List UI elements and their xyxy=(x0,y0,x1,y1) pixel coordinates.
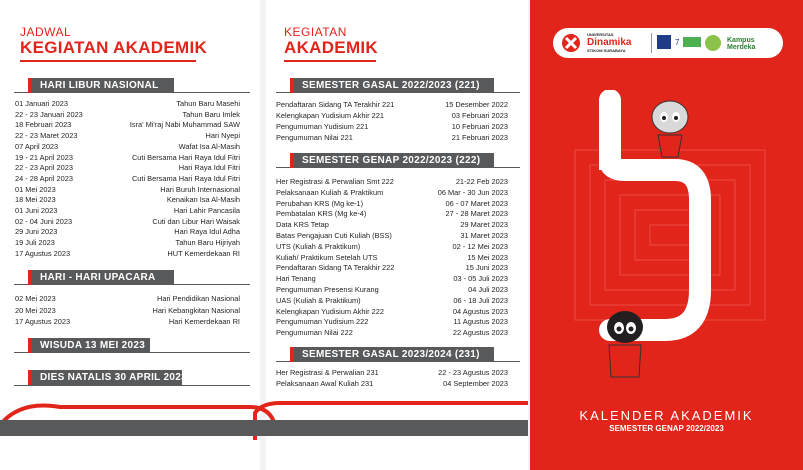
list-item-event: Hari Kemerdekaan RI xyxy=(168,317,240,326)
list-item-event: UAS (Kuliah & Praktikum) xyxy=(276,295,361,305)
list-item xyxy=(15,153,240,163)
list-item-date: 06 Mar - 30 Jun 2023 xyxy=(437,187,508,197)
list-item-date: 04 Agustus 2023 xyxy=(452,306,508,316)
list-item-date: 27 - 28 Maret 2023 xyxy=(445,209,508,219)
list-item-date: 02 - 04 Juni 2023 xyxy=(15,216,73,226)
list-item-event: UTS (Kuliah & Praktikum) xyxy=(276,241,361,251)
list-item xyxy=(15,120,240,130)
logo-univ-name: Dinamika xyxy=(587,37,632,48)
list-item xyxy=(15,238,240,248)
list-item-event: Pengumuman Presensi Kurang xyxy=(276,285,379,294)
list-item xyxy=(276,274,508,284)
list-item-date: 24 - 28 April 2023 xyxy=(15,173,73,183)
list-item-event: Hari Kebangkitan Nasional xyxy=(152,305,240,315)
accreditation-logo-icon xyxy=(657,33,703,53)
logo-univ-sub: STIKOM SURABAYA xyxy=(587,48,626,53)
list-item-date: 17 Agustus 2023 xyxy=(15,248,71,258)
list-item xyxy=(15,317,240,327)
list-item-event: HUT Kemerdekaan RI xyxy=(167,248,240,258)
list-item xyxy=(15,131,240,141)
list-item-event: Batas Pengajuan Cuti Kuliah (BSS) xyxy=(276,231,392,240)
list-item-date: 22 - 23 April 2023 xyxy=(15,163,73,173)
list-item xyxy=(276,328,508,338)
list-item-event: Her Registrasi & Perwalian Smt 222 xyxy=(276,177,394,186)
list-item-date: 10 Februari 2023 xyxy=(451,122,508,131)
list-item xyxy=(276,263,508,273)
list-item-date: 29 Maret 2023 xyxy=(460,220,508,230)
list-item-event: Data KRS Tetap xyxy=(276,220,329,230)
list-item xyxy=(276,231,508,241)
list-item xyxy=(276,199,508,209)
list-item-event: Tahun Baru Hijriyah xyxy=(175,238,240,248)
list-item-event: Kuliah/ Praktikum Setelah UTS xyxy=(276,252,378,262)
list-item xyxy=(15,217,240,227)
list-item-date: 15 Juni 2023 xyxy=(465,263,508,273)
divider xyxy=(14,385,250,386)
list-item-date: 31 Maret 2023 xyxy=(460,231,508,240)
section-header-genap-222: SEMESTER GENAP 2022/2023 (222) xyxy=(290,153,494,168)
list-item-date: 01 Juni 2023 xyxy=(15,206,58,215)
list-item xyxy=(15,195,240,205)
list-item xyxy=(276,285,508,295)
list-item-date: 18 Mei 2023 xyxy=(15,195,56,205)
list-item-date: 21 Februari 2023 xyxy=(451,133,508,142)
list-item-event: Pengumuman Nilai 222 xyxy=(276,328,353,338)
middle-title-small: KEGIATAN xyxy=(284,25,347,39)
list-item-date: 03 - 05 Juli 2023 xyxy=(453,274,508,284)
list-item-date: 01 Januari 2023 xyxy=(15,99,69,108)
list-item-event: Pelaksanaan Awal Kuliah 231 xyxy=(276,379,374,388)
dinamika-logo-icon xyxy=(561,33,581,53)
list-item-event: Hari Raya Idul Adha xyxy=(174,227,240,237)
list-item-date: 02 Mei 2023 xyxy=(15,294,56,303)
list-item xyxy=(276,111,508,121)
list-item-event: Pelaksanaan Kuliah & Praktikum xyxy=(276,187,384,197)
list-item-event: Cuti dan Libur Hari Waisak xyxy=(152,216,240,226)
left-title-big: KEGIATAN AKADEMIK xyxy=(20,38,208,57)
list-item-date: 22 Agustus 2023 xyxy=(452,328,508,338)
list-item-event: Kenaikan Isa Al-Masih xyxy=(166,195,240,205)
list-item-event: Hari Nyepi xyxy=(205,131,240,141)
list-item-date: 19 - 21 April 2023 xyxy=(15,152,73,162)
logo-divider xyxy=(651,33,652,53)
list-item-event: Her Registrasi & Perwalian 231 xyxy=(276,368,379,377)
list-item-event: Hari Tenang xyxy=(276,274,316,284)
list-item-date: 07 April 2023 xyxy=(15,141,59,151)
list-item-event: Tahun Baru Imlek xyxy=(182,109,240,119)
list-item xyxy=(276,296,508,306)
wisuda-bar: WISUDA 13 MEI 2023 xyxy=(28,338,150,353)
list-item xyxy=(15,306,240,316)
logo-univ-small: UNIVERSITAS xyxy=(587,32,614,37)
kampus-merdeka-logo: Kampus Merdeka xyxy=(727,37,756,51)
list-item-date: 11 Agustus 2023 xyxy=(453,317,508,327)
section-header-gasal-231: SEMESTER GASAL 2023/2024 (231) xyxy=(290,347,494,362)
list-item xyxy=(276,242,508,252)
list-item-event: Pendaftaran Sidang TA Terakhir 222 xyxy=(276,263,395,273)
list-item-date: 19 Juli 2023 xyxy=(15,238,55,248)
list-item xyxy=(276,100,508,110)
list-item xyxy=(276,220,508,230)
list-item xyxy=(15,99,240,109)
footer-gray-band xyxy=(0,420,528,436)
list-item-date: 20 Mei 2023 xyxy=(15,305,56,315)
list-item-date: 15 Mei 2023 xyxy=(467,252,508,262)
left-title-underline xyxy=(20,60,196,62)
list-item-date: 04 Juli 2023 xyxy=(468,285,508,294)
list-item-event: Kelengkapan Yudisium Akhir 221 xyxy=(276,111,384,120)
list-item-event: Cuti Bersama Hari Raya Idul Fitri xyxy=(131,173,240,183)
middle-title-big: AKADEMIK xyxy=(284,38,379,57)
partner-logo-icon xyxy=(703,33,723,53)
list-item xyxy=(276,209,508,219)
logo-strip xyxy=(553,28,783,58)
list-item xyxy=(276,307,508,317)
list-item-date: 22 - 23 Maret 2023 xyxy=(15,131,78,141)
list-item xyxy=(276,253,508,263)
list-item xyxy=(276,317,508,327)
mascot-bottom xyxy=(595,305,655,385)
svg-text:7: 7 xyxy=(675,38,680,47)
list-item xyxy=(276,133,508,143)
list-item xyxy=(276,368,508,378)
list-item-date: 21-22 Feb 2023 xyxy=(455,177,508,186)
list-item-date: 17 Agustus 2023 xyxy=(15,317,71,326)
list-item-date: 29 Juni 2023 xyxy=(15,227,58,237)
list-item xyxy=(15,227,240,237)
list-item-date: 22 - 23 Agustus 2023 xyxy=(438,368,508,377)
list-item-date: 03 Februari 2023 xyxy=(451,111,508,120)
list-item xyxy=(15,163,240,173)
list-item-date: 06 - 18 Juli 2023 xyxy=(453,295,508,305)
list-item-event: Pembatalan KRS (Mg ke-4) xyxy=(276,209,367,219)
list-item xyxy=(15,185,240,195)
list-item-event: Pengumuman Nilai 221 xyxy=(276,133,353,142)
list-item-date: 06 - 07 Maret 2023 xyxy=(445,198,508,208)
list-item-event: Hari Lahir Pancasila xyxy=(173,206,240,215)
list-item-date: 18 Februari 2023 xyxy=(15,120,72,130)
mascot-top xyxy=(640,95,700,165)
list-item-date: 04 September 2023 xyxy=(443,379,508,388)
list-item-event: Pendaftaran Sidang TA Terakhir 221 xyxy=(276,100,395,109)
list-item xyxy=(276,177,508,187)
section-header-upacara: HARI - HARI UPACARA xyxy=(28,270,174,285)
cover-subtitle: SEMESTER GENAP 2022/2023 xyxy=(609,424,724,433)
list-item-event: Isra' Mi'raj Nabi Muhammad SAW xyxy=(129,120,240,130)
list-item-event: Pengumuman Yudisium 222 xyxy=(276,317,369,327)
list-item xyxy=(15,294,240,304)
list-item-event: Hari Raya Idul Fitri xyxy=(178,163,240,173)
list-item-event: Kelengkapan Yudisium Akhir 222 xyxy=(276,306,384,316)
list-item-event: Hari Buruh Internasional xyxy=(160,184,240,194)
list-item xyxy=(276,379,508,389)
list-item xyxy=(15,249,240,259)
list-item xyxy=(276,122,508,132)
list-item xyxy=(15,206,240,216)
dies-natalis-bar: DIES NATALIS 30 APRIL 2023 xyxy=(28,370,182,385)
section-header-libur: HARI LIBUR NASIONAL xyxy=(28,78,174,93)
list-item-event: Wafat Isa Al-Masih xyxy=(178,141,240,151)
section-header-gasal-221: SEMESTER GASAL 2022/2023 (221) xyxy=(290,78,494,93)
cover-title: KALENDER AKADEMIK xyxy=(579,408,754,423)
list-item-event: Perubahan KRS (Mg ke-1) xyxy=(276,198,364,208)
list-item-date: 01 Mei 2023 xyxy=(15,184,56,194)
list-item-event: Cuti Bersama Hari Raya Idul Fitri xyxy=(131,152,240,162)
list-item-date: 02 - 12 Mei 2023 xyxy=(452,241,508,251)
list-item-event: Pengumuman Yudisium 221 xyxy=(276,122,369,131)
list-item-date: 15 Desember 2022 xyxy=(445,100,508,109)
list-item xyxy=(15,142,240,152)
list-item-event: Tahun Baru Masehi xyxy=(176,99,240,108)
list-item xyxy=(15,174,240,184)
left-title-small: JADWAL xyxy=(20,25,72,39)
list-item xyxy=(15,110,240,120)
list-item-event: Hari Pendidikan Nasional xyxy=(157,294,240,303)
middle-title-underline xyxy=(284,60,376,62)
list-item-date: 22 - 23 Januari 2023 xyxy=(15,109,83,119)
list-item xyxy=(276,188,508,198)
